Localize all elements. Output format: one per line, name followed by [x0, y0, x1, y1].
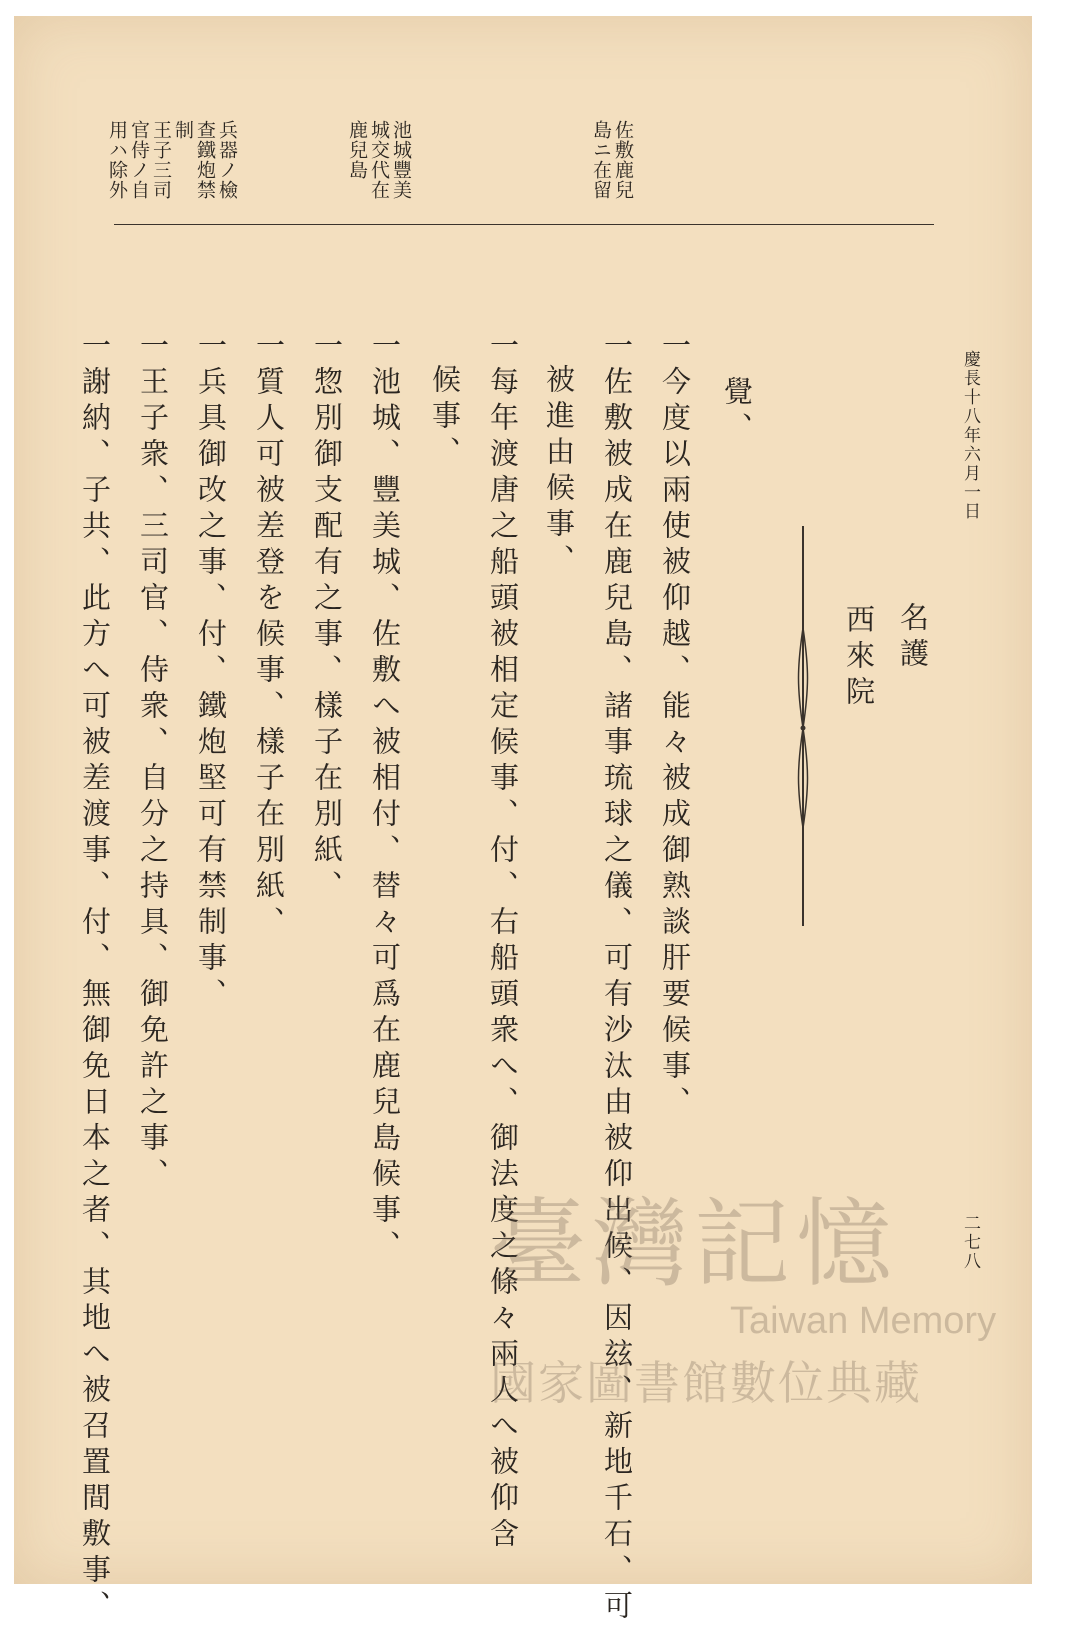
- margin-note: 島ニ在留: [590, 120, 612, 200]
- article-column: 一今度以兩使被仰越、能々被成御熟談肝要候事、: [658, 330, 692, 1122]
- article-column: 一兵具御改之事、付、鐵炮堅可有禁制事、: [194, 330, 228, 1014]
- article-column: 一王子衆、三司官、侍衆、自分之持具、御免許之事、: [136, 330, 170, 1194]
- article-column: 一惣別御支配有之事、樣子在別紙、: [310, 330, 344, 906]
- margin-note: 官侍ノ自: [128, 120, 150, 200]
- watermark: [490, 1188, 1010, 1456]
- article-column: 一謝納、子共、此方へ可被差渡事、付、無御免日本之者、其地へ被召置間敷事、: [78, 330, 112, 1626]
- margin-note: 王子三司: [150, 120, 172, 200]
- article-column: 一每年渡唐之船頭被相定候事、付、右船頭衆へ、御法度之條々兩人へ被仰含: [486, 330, 520, 1554]
- divider-ornament: [796, 628, 810, 828]
- page-number: 二七八: [960, 1214, 980, 1271]
- sender-label: 名護: [896, 602, 930, 674]
- margin-note: 佐敷鹿兒: [612, 120, 634, 200]
- article-column: 候事、: [428, 364, 462, 472]
- header-rule: [114, 224, 934, 225]
- article-column: 一佐敷被成在鹿兒島、諸事琉球之儀、可有沙汰由被仰出候、因玆、新地千石、可: [600, 330, 634, 1626]
- date-header: 慶長十八年六月一日: [960, 350, 980, 521]
- watermark-subtitle: Taiwan Memory: [730, 1300, 997, 1342]
- margin-note: 查鐵炮禁: [194, 120, 216, 200]
- margin-note: 兵器ノ檢: [216, 120, 238, 200]
- margin-note: 制: [172, 120, 194, 140]
- article-column: 被進由候事、: [542, 364, 576, 580]
- document-page: [14, 16, 1032, 1626]
- watermark-library: 國家圖書館數位典藏: [490, 1357, 922, 1409]
- heading: 覺、: [720, 376, 754, 448]
- margin-note: 用ハ除外: [106, 120, 128, 200]
- margin-note: 鹿兒島: [346, 120, 368, 180]
- margin-note: 池城豐美: [390, 120, 412, 200]
- margin-note: 城交代在: [368, 120, 390, 200]
- watermark-title: 臺灣記憶: [490, 1188, 898, 1300]
- sender-name: 西來院: [842, 604, 876, 712]
- article-column: 一池城、豐美城、佐敷へ被相付、替々可爲在鹿兒島候事、: [368, 330, 402, 1266]
- article-column: 一質人可被差登を候事、樣子在別紙、: [252, 330, 286, 942]
